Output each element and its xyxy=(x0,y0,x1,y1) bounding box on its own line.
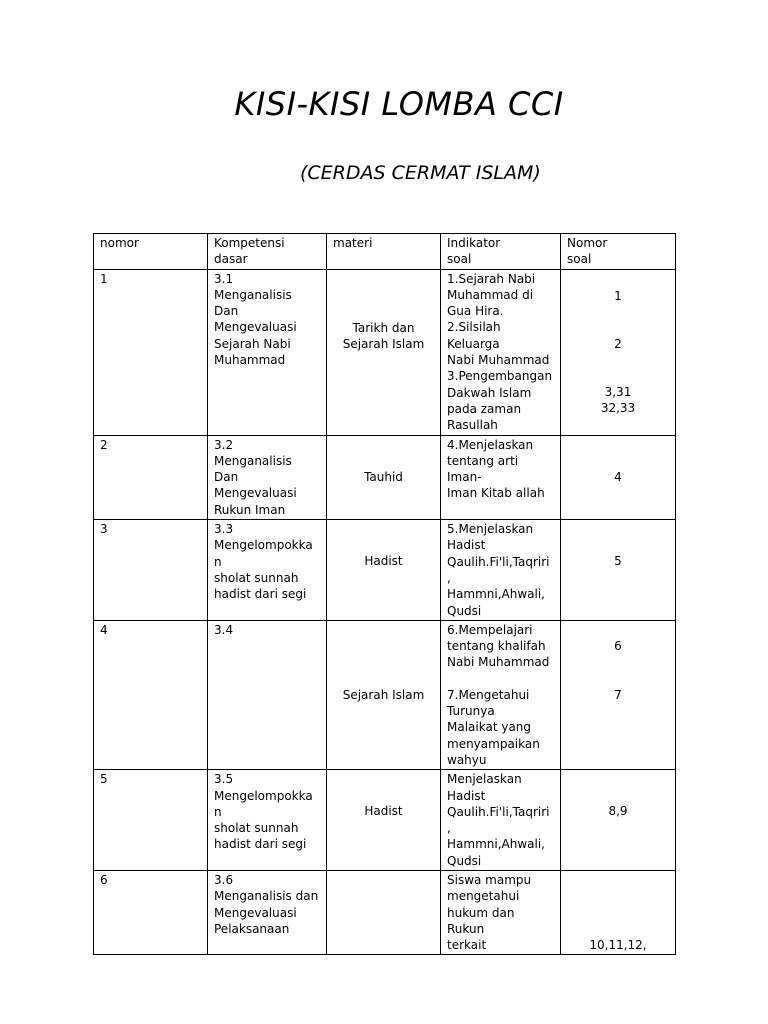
cell-nomor-soal xyxy=(561,269,676,435)
table-row xyxy=(94,269,676,435)
nomor-soal-value: 3,31 32,33 xyxy=(600,385,636,416)
cell-nomor-soal xyxy=(561,770,676,871)
cell-nomor: 2 xyxy=(94,435,208,519)
header-materi: materi xyxy=(327,234,441,270)
nomor-soal-value: 10,11,12, xyxy=(589,938,647,953)
cell-materi xyxy=(327,269,441,435)
cell-nomor: 5 xyxy=(94,770,208,871)
cell-indikator: 1.Sejarah Nabi Muhammad di Gua Hira. 2.Silsilah Keluarga Nabi Muhammad 3.Pengembangan Dakwah Islam pada zaman Rasullah xyxy=(441,269,561,435)
cell-nomor: 3 xyxy=(94,520,208,621)
cell-kompetensi: 3.3 Mengelompokkan sholat sunnah hadist dari segi xyxy=(208,520,327,621)
cell-indikator: 5.Menjelaskan Hadist Qaulih.Fi'li,Taqriri , Hammni,Ahwali, Qudsi xyxy=(441,520,561,621)
cell-indikator: 4.Menjelaskan tentang arti Iman- Iman Kitab allah xyxy=(441,435,561,519)
header-nomor-soal: Nomor soal xyxy=(561,234,676,270)
header-nomor: nomor xyxy=(94,234,208,270)
cell-materi xyxy=(327,620,441,769)
cell-nomor-soal xyxy=(561,520,676,621)
cell-nomor: 1 xyxy=(94,269,208,435)
cell-indikator xyxy=(441,620,561,769)
cell-materi xyxy=(327,770,441,871)
cell-kompetensi: 3.6 Menganalisis dan Mengevaluasi Pelaksanaan xyxy=(208,870,327,954)
indikator-item: 6.Mempelajari tentang khalifah Nabi Muhammad xyxy=(447,622,550,670)
materi-text: Hadist xyxy=(364,554,403,569)
header-kompetensi-dasar: Kompetensi dasar xyxy=(208,234,327,270)
table-header-row xyxy=(94,234,676,270)
cell-kompetensi: 3.1 Menganalisis Dan Mengevaluasi Sejarah Nabi Muhammad xyxy=(208,269,327,435)
materi-text: Hadist xyxy=(364,804,403,819)
table-row xyxy=(94,620,676,769)
materi-text: Sejarah Islam xyxy=(342,687,425,702)
cell-indikator: Menjelaskan Hadist Qaulih.Fi'li,Taqriri , Hammni,Ahwali, Qudsi xyxy=(441,770,561,871)
nomor-soal-value: 2 xyxy=(614,336,622,351)
cell-materi xyxy=(327,520,441,621)
nomor-soal-value: 4 xyxy=(614,469,622,484)
materi-text: Tauhid xyxy=(364,469,403,484)
nomor-soal-value: 5 xyxy=(614,554,622,569)
cell-nomor-soal xyxy=(561,620,676,769)
table-row xyxy=(94,435,676,519)
cell-nomor-soal xyxy=(561,870,676,954)
kisi-kisi-table xyxy=(93,233,676,955)
cell-kompetensi: 3.4 xyxy=(208,620,327,769)
nomor-soal-value: 6 xyxy=(614,638,622,653)
cell-kompetensi: 3.5 Mengelompokkan sholat sunnah hadist dari segi xyxy=(208,770,327,871)
materi-text: Tarikh dan Sejarah Islam xyxy=(342,320,425,351)
document-title: KISI-KISI LOMBA CCI xyxy=(234,85,564,123)
document-subtitle: (CERDAS CERMAT ISLAM) xyxy=(300,162,541,184)
nomor-soal-value: 1 xyxy=(614,288,622,303)
nomor-soal-value: 8,9 xyxy=(608,804,628,819)
table-row xyxy=(94,770,676,871)
nomor-soal-value: 7 xyxy=(614,688,622,703)
table-row xyxy=(94,870,676,954)
cell-nomor: 6 xyxy=(94,870,208,954)
indikator-item: 7.Mengetahui Turunya Malaikat yang menyampaikan wahyu xyxy=(447,687,540,767)
header-indikator-soal: Indikator soal xyxy=(441,234,561,270)
cell-materi xyxy=(327,435,441,519)
cell-indikator: Siswa mampu mengetahui hukum dan Rukun terkait xyxy=(441,870,561,954)
cell-materi xyxy=(327,870,441,954)
cell-kompetensi: 3.2 Menganalisis Dan Mengevaluasi Rukun Iman xyxy=(208,435,327,519)
table-row xyxy=(94,520,676,621)
cell-nomor-soal xyxy=(561,435,676,519)
cell-nomor: 4 xyxy=(94,620,208,769)
